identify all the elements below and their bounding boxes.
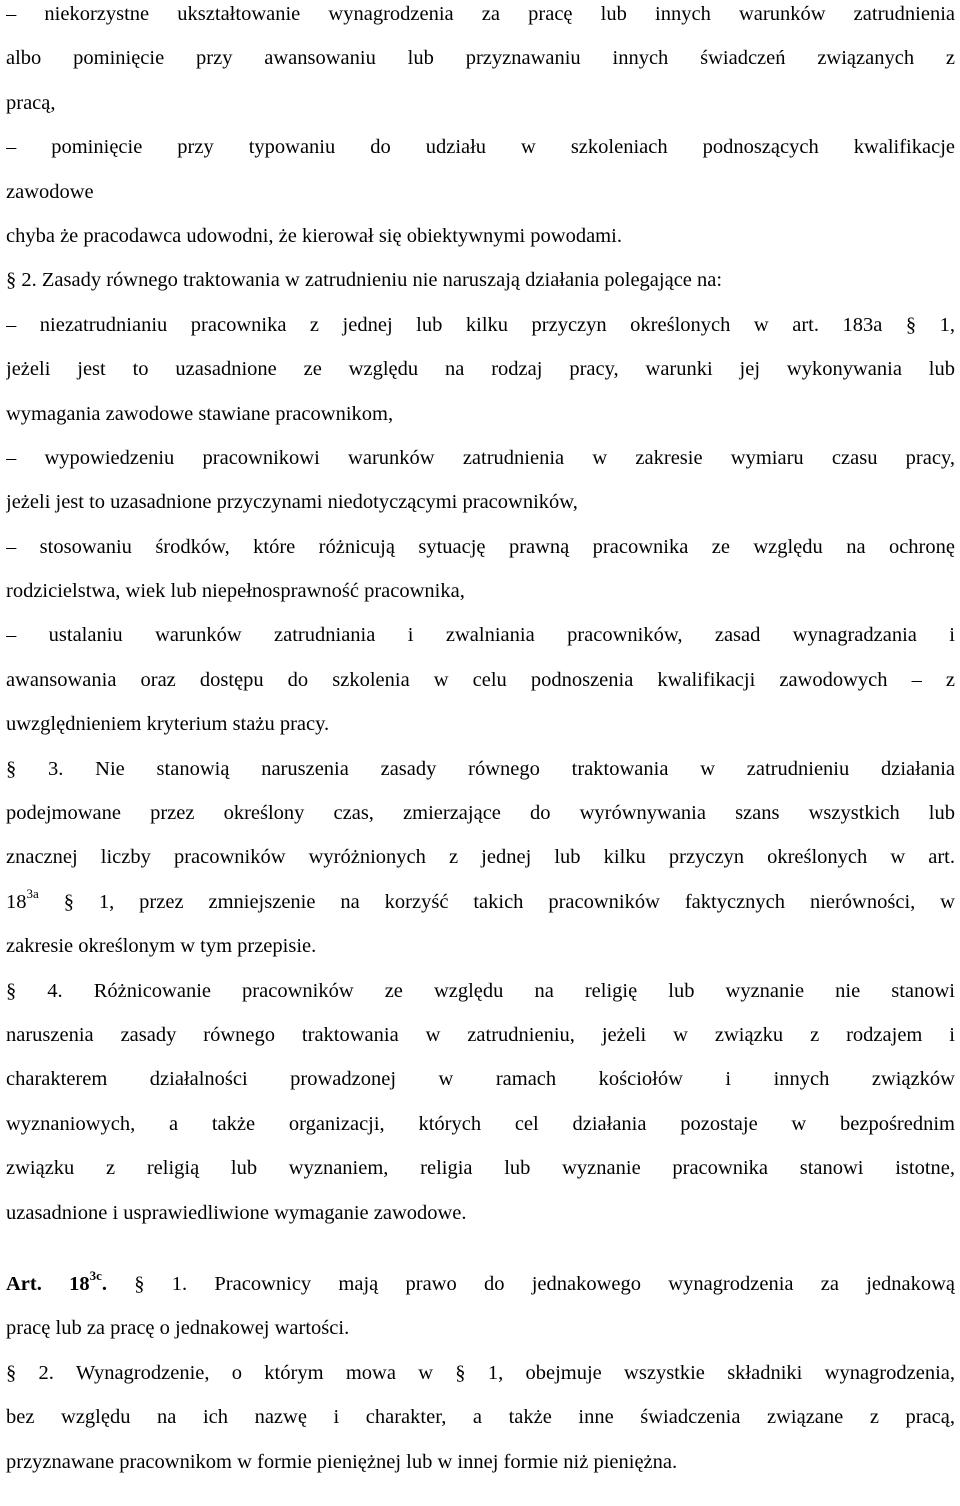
text-line: chyba że pracodawca udowodni, że kierował się obiektywnymi powodami.: [6, 224, 622, 247]
text-fragment: § 1, przez zmniejszenie na korzyść takich pracowników faktycznych nierówności, w: [63, 890, 955, 913]
text-line: – pominięcie przy typowaniu do udziału w szkoleniach podnoszących kwalifikacje: [6, 136, 955, 159]
text-line: naruszenia zasady równego traktowania w zatrudnieniu, jeżeli w związku z rodzajem i: [6, 1023, 955, 1046]
text-line: uwzględnieniem kryterium stażu pracy.: [6, 713, 330, 736]
text-line: znacznej liczby pracowników wyróżnionych z jednej lub kilku przyczyn określonych w art.: [6, 846, 955, 869]
text-line: – stosowaniu środków, które różnicują sytuację prawną pracownika ze względu na ochronę: [6, 535, 955, 558]
text-line: charakterem działalności prowadzonej w ramach kościołów i innych związków: [6, 1068, 955, 1091]
article-label-dot: .: [101, 1272, 108, 1295]
text-line: awansowania oraz dostępu do szkolenia w celu podnoszenia kwalifikacji zawodowych – z: [6, 668, 955, 691]
text-line: zakresie określonym w tym przepisie.: [6, 935, 317, 958]
text-line: jeżeli jest to uzasadnione ze względu na rodzaj pracy, warunki jej wykonywania lub: [6, 358, 955, 381]
article-label: Art. 18: [6, 1272, 90, 1295]
text-line: pracę lub za pracę o jednakowej wartości.: [6, 1317, 350, 1340]
text-line: § 2. Zasady równego traktowania w zatrudnieniu nie naruszają działania polegające na:: [6, 269, 723, 292]
text-line: albo pominięcie przy awansowaniu lub przyznawaniu innych świadczeń związanych z: [6, 47, 955, 70]
text-line: – niezatrudnianiu pracownika z jednej lub kilku przyczyn określonych w art. 183a § 1,: [6, 313, 955, 336]
text-fragment: § 1. Pracownicy mają prawo do jednakowego wynagrodzenia za jednakową: [134, 1272, 955, 1295]
text-line: § 4. Różnicowanie pracowników ze względu na religię lub wyznanie nie stanowi: [6, 979, 955, 1002]
article-superscript: 3a: [26, 885, 39, 901]
text-line: podejmowane przez określony czas, zmierzające do wyrównywania szans wszystkich lub: [6, 802, 955, 825]
text-line: zawodowe: [6, 180, 94, 203]
text-line: jeżeli jest to uzasadnione przyczynami niedotyczącymi pracowników,: [6, 491, 578, 514]
text-line: rodzicielstwa, wiek lub niepełnosprawność pracownika,: [6, 580, 465, 603]
text-line: związku z religią lub wyznaniem, religia lub wyznanie pracownika stanowi istotne,: [6, 1157, 955, 1180]
text-line: przyznawane pracownikom w formie pieniężnej lub w innej formie niż pieniężna.: [6, 1450, 678, 1473]
text-line-with-superscript: [6, 880, 955, 924]
text-line: § 2. Wynagrodzenie, o którym mowa w § 1, obejmuje wszystkie składniki wynagrodzenia,: [6, 1361, 955, 1384]
text-line: pracą,: [6, 91, 56, 114]
article-label-superscript: 3c: [89, 1267, 102, 1283]
article-heading-line: [6, 1262, 955, 1306]
text-line: uzasadnione i usprawiedliwione wymaganie zawodowe.: [6, 1201, 467, 1224]
text-line: – niekorzystne ukształtowanie wynagrodzenia za pracę lub innych warunków zatrudnienia: [6, 3, 955, 25]
article-number: 18: [6, 890, 27, 913]
text-line: – ustalaniu warunków zatrudniania i zwalniania pracowników, zasad wynagradzania i: [6, 624, 955, 647]
text-line: bez względu na ich nazwę i charakter, a także inne świadczenia związane z pracą,: [6, 1406, 955, 1429]
text-line: wyznaniowych, a także organizacji, których cel działania pozostaje w bezpośrednim: [6, 1112, 955, 1135]
text-line: – wypowiedzeniu pracownikowi warunków zatrudnienia w zakresie wymiaru czasu pracy,: [6, 446, 955, 469]
text-line: § 3. Nie stanowią naruszenia zasady równego traktowania w zatrudnieniu działania: [6, 757, 955, 780]
text-line: wymagania zawodowe stawiane pracownikom,: [6, 402, 394, 425]
